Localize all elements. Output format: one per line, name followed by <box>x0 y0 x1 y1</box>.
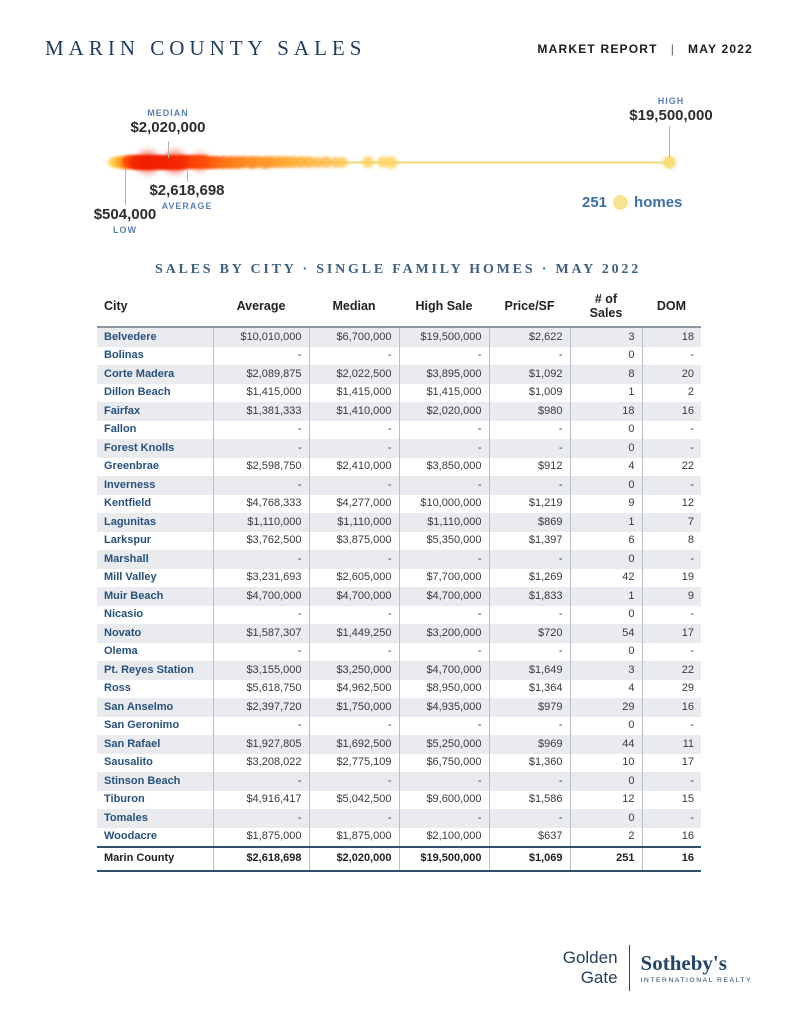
city-cell: Olema <box>104 645 138 657</box>
city-cell: Tiburon <box>104 793 145 805</box>
value-cell: $1,586 <box>489 791 570 810</box>
col-header-high-sale: High Sale <box>399 290 489 327</box>
table-row <box>97 458 701 477</box>
value-cell: $869 <box>489 513 570 532</box>
sale-dot <box>163 150 187 174</box>
sales-by-city-table <box>97 290 701 872</box>
value-cell: $2,598,750 <box>213 458 309 477</box>
sale-dot <box>190 152 210 172</box>
table-row <box>97 809 701 828</box>
homes-legend <box>582 194 682 211</box>
value-cell: - <box>642 550 701 569</box>
report-separator: | <box>670 41 676 56</box>
value-cell: - <box>309 772 399 791</box>
sales-table-total <box>97 847 701 871</box>
value-cell: - <box>399 550 489 569</box>
value-cell: - <box>399 439 489 458</box>
value-cell: - <box>399 717 489 736</box>
city-cell: Belvedere <box>104 330 157 343</box>
value-cell: - <box>489 421 570 440</box>
col-header-average: Average <box>213 290 309 327</box>
col-header-median: Median <box>309 290 399 327</box>
city-cell: Kentfield <box>104 497 152 509</box>
value-cell: $3,231,693 <box>213 569 309 588</box>
value-cell: - <box>489 643 570 662</box>
city-cell: San Rafael <box>104 737 161 750</box>
value-cell: 19 <box>642 569 701 588</box>
value-cell: 0 <box>570 643 642 662</box>
value-cell: $3,850,000 <box>399 458 489 477</box>
value-cell: - <box>642 476 701 495</box>
legend-count: 251 <box>582 194 608 211</box>
table-row <box>97 476 701 495</box>
average-value: $2,618,698 <box>149 182 225 199</box>
value-cell: 0 <box>570 421 642 440</box>
table-row <box>97 327 701 347</box>
table-row <box>97 347 701 366</box>
value-cell: 20 <box>642 365 701 384</box>
value-cell: - <box>489 606 570 625</box>
value-cell: $1,360 <box>489 754 570 773</box>
value-cell: 0 <box>570 550 642 569</box>
table-row <box>97 550 701 569</box>
value-cell: 8 <box>570 365 642 384</box>
value-cell: 15 <box>642 791 701 810</box>
value-cell: $1,009 <box>489 384 570 403</box>
value-cell: $1,092 <box>489 365 570 384</box>
value-cell: $1,750,000 <box>309 698 399 717</box>
value-cell: $2,020,000 <box>309 847 399 871</box>
value-cell: $4,700,000 <box>399 661 489 680</box>
low-annotation <box>75 206 175 236</box>
value-cell: $912 <box>489 458 570 477</box>
city-cell: Stinson Beach <box>104 774 181 787</box>
value-cell: 16 <box>642 847 701 871</box>
sale-dot <box>385 156 398 169</box>
city-cell: Nicasio <box>104 608 144 620</box>
value-cell: $5,042,500 <box>309 791 399 810</box>
col-header-city: City <box>97 290 213 327</box>
table-row <box>97 754 701 773</box>
value-cell: - <box>309 643 399 662</box>
value-cell: $969 <box>489 735 570 754</box>
legend-label: homes <box>634 194 683 211</box>
high-label: HIGH <box>657 96 685 106</box>
value-cell: 10 <box>570 754 642 773</box>
table-row <box>97 643 701 662</box>
median-label: MEDIAN <box>147 108 189 118</box>
value-cell: - <box>489 809 570 828</box>
value-cell: $1,219 <box>489 495 570 514</box>
value-cell: $4,935,000 <box>399 698 489 717</box>
value-cell: $2,022,500 <box>309 365 399 384</box>
city-cell: Greenbrae <box>104 460 160 472</box>
value-cell: $1,110,000 <box>213 513 309 532</box>
table-row <box>97 513 701 532</box>
table-row <box>97 587 701 606</box>
value-cell: $1,875,000 <box>213 828 309 848</box>
value-cell: $2,775,109 <box>309 754 399 773</box>
city-cell: Forest Knolls <box>104 441 175 454</box>
table-row <box>97 624 701 643</box>
value-cell: $2,410,000 <box>309 458 399 477</box>
value-cell: $3,155,000 <box>213 661 309 680</box>
table-row <box>97 402 701 421</box>
value-cell: $6,700,000 <box>309 327 399 347</box>
value-cell: 9 <box>570 495 642 514</box>
value-cell: 0 <box>570 439 642 458</box>
median-value: $2,020,000 <box>130 119 206 137</box>
high-tick-line <box>669 126 670 158</box>
value-cell: $2,089,875 <box>213 365 309 384</box>
col-header-price-sf: Price/SF <box>489 290 570 327</box>
city-cell: Novato <box>104 626 142 639</box>
value-cell: $3,208,022 <box>213 754 309 773</box>
value-cell: $1,397 <box>489 532 570 551</box>
city-cell: Sausalito <box>104 756 153 768</box>
sothebys-logo <box>641 952 752 983</box>
table-row <box>97 569 701 588</box>
high-annotation <box>609 96 733 126</box>
value-cell: 0 <box>570 772 642 791</box>
value-cell: $10,010,000 <box>213 327 309 347</box>
value-cell: - <box>399 606 489 625</box>
table-row <box>97 828 701 848</box>
table-row <box>97 698 701 717</box>
home-dot-icon <box>613 195 628 210</box>
table-row <box>97 384 701 403</box>
value-cell: - <box>309 439 399 458</box>
value-cell: - <box>642 347 701 366</box>
table-row <box>97 680 701 699</box>
value-cell: - <box>489 439 570 458</box>
value-cell: $1,269 <box>489 569 570 588</box>
value-cell: - <box>399 421 489 440</box>
value-cell: - <box>213 643 309 662</box>
value-cell: - <box>399 772 489 791</box>
value-cell: 0 <box>570 606 642 625</box>
value-cell: $5,250,000 <box>399 735 489 754</box>
value-cell: 22 <box>642 661 701 680</box>
table-row <box>97 772 701 791</box>
value-cell: - <box>309 421 399 440</box>
value-cell: - <box>489 772 570 791</box>
city-cell: Mill Valley <box>104 571 157 583</box>
city-cell: Fallon <box>104 423 137 435</box>
value-cell: 29 <box>570 698 642 717</box>
low-value: $504,000 <box>93 206 157 223</box>
value-cell: 0 <box>570 809 642 828</box>
city-cell: Dillon Beach <box>104 386 171 398</box>
value-cell: 16 <box>642 402 701 421</box>
value-cell: - <box>642 421 701 440</box>
report-header <box>45 36 753 61</box>
page-title: MARIN COUNTY SALES <box>45 36 367 60</box>
value-cell: $19,500,000 <box>399 327 489 347</box>
value-cell: 9 <box>642 587 701 606</box>
low-tick-line <box>125 169 126 205</box>
average-tick-line <box>187 169 188 182</box>
value-cell: $2,618,698 <box>213 847 309 871</box>
sothebys-subtitle: INTERNATIONAL REALTY <box>640 976 752 984</box>
value-cell: $4,700,000 <box>213 587 309 606</box>
city-cell: Corte Madera <box>104 367 175 380</box>
value-cell: $1,587,307 <box>213 624 309 643</box>
brand-footer <box>563 945 752 991</box>
median-tick-line <box>168 141 169 158</box>
value-cell: 4 <box>570 458 642 477</box>
value-cell: $9,600,000 <box>399 791 489 810</box>
report-tag <box>537 42 753 56</box>
value-cell: - <box>309 809 399 828</box>
value-cell: 29 <box>642 680 701 699</box>
value-cell: $6,750,000 <box>399 754 489 773</box>
value-cell: - <box>309 550 399 569</box>
value-cell: - <box>213 606 309 625</box>
value-cell: - <box>213 439 309 458</box>
value-cell: 18 <box>642 327 701 347</box>
value-cell: - <box>309 347 399 366</box>
value-cell: 16 <box>642 828 701 848</box>
value-cell: - <box>642 643 701 662</box>
col-header-dom: DOM <box>642 290 701 327</box>
value-cell: 0 <box>570 476 642 495</box>
value-cell: - <box>489 476 570 495</box>
value-cell: $980 <box>489 402 570 421</box>
value-cell: $4,768,333 <box>213 495 309 514</box>
table-row <box>97 847 701 871</box>
golden-gate-line1: Golden <box>562 947 618 967</box>
value-cell: - <box>642 772 701 791</box>
value-cell: $2,622 <box>489 327 570 347</box>
price-strip-chart <box>0 95 796 245</box>
table-row <box>97 791 701 810</box>
table-row <box>97 735 701 754</box>
value-cell: $3,200,000 <box>399 624 489 643</box>
table-row <box>97 439 701 458</box>
value-cell: $2,605,000 <box>309 569 399 588</box>
value-cell: 11 <box>642 735 701 754</box>
value-cell: $3,762,500 <box>213 532 309 551</box>
table-row <box>97 532 701 551</box>
city-cell: Lagunitas <box>104 515 156 528</box>
sale-dot <box>136 150 160 174</box>
value-cell: $4,962,500 <box>309 680 399 699</box>
value-cell: $3,895,000 <box>399 365 489 384</box>
value-cell: $1,069 <box>489 847 570 871</box>
value-cell: $1,833 <box>489 587 570 606</box>
value-cell: 2 <box>642 384 701 403</box>
value-cell: - <box>642 606 701 625</box>
value-cell: 1 <box>570 587 642 606</box>
table-row <box>97 606 701 625</box>
value-cell: - <box>642 809 701 828</box>
city-cell: Tomales <box>104 811 148 824</box>
value-cell: $1,415,000 <box>213 384 309 403</box>
value-cell: - <box>213 717 309 736</box>
golden-gate-line2: Gate <box>580 968 618 987</box>
value-cell: - <box>399 643 489 662</box>
sales-table-body <box>97 327 701 847</box>
table-header <box>97 290 701 327</box>
value-cell: 1 <box>570 384 642 403</box>
value-cell: 7 <box>642 513 701 532</box>
low-label: LOW <box>113 224 137 235</box>
value-cell: $4,916,417 <box>213 791 309 810</box>
value-cell: $1,410,000 <box>309 402 399 421</box>
value-cell: $1,692,500 <box>309 735 399 754</box>
value-cell: - <box>213 772 309 791</box>
value-cell: $4,277,000 <box>309 495 399 514</box>
value-cell: - <box>213 809 309 828</box>
value-cell: $720 <box>489 624 570 643</box>
city-cell: Muir Beach <box>104 589 164 602</box>
value-cell: $5,618,750 <box>213 680 309 699</box>
value-cell: $1,110,000 <box>309 513 399 532</box>
value-cell: 12 <box>642 495 701 514</box>
value-cell: 17 <box>642 754 701 773</box>
city-cell: Marin County <box>97 847 213 871</box>
value-cell: $2,020,000 <box>399 402 489 421</box>
value-cell: 251 <box>570 847 642 871</box>
city-cell: Marshall <box>104 552 149 565</box>
value-cell: $1,415,000 <box>399 384 489 403</box>
value-cell: 6 <box>570 532 642 551</box>
median-annotation <box>108 108 228 138</box>
city-cell: Pt. Reyes Station <box>104 663 194 676</box>
value-cell: $3,250,000 <box>309 661 399 680</box>
city-cell: Woodacre <box>104 830 157 842</box>
city-cell: Inverness <box>104 478 156 491</box>
value-cell: 17 <box>642 624 701 643</box>
average-label: AVERAGE <box>161 200 213 211</box>
value-cell: $1,449,250 <box>309 624 399 643</box>
value-cell: $2,397,720 <box>213 698 309 717</box>
sale-dot <box>337 157 348 168</box>
value-cell: $979 <box>489 698 570 717</box>
value-cell: $637 <box>489 828 570 848</box>
value-cell: 4 <box>570 680 642 699</box>
city-cell: Bolinas <box>104 349 144 361</box>
city-cell: San Anselmo <box>104 700 174 713</box>
value-cell: $3,875,000 <box>309 532 399 551</box>
value-cell: 12 <box>570 791 642 810</box>
value-cell: - <box>489 717 570 736</box>
value-cell: $19,500,000 <box>399 847 489 871</box>
value-cell: 0 <box>570 717 642 736</box>
value-cell: - <box>309 606 399 625</box>
city-cell: Larkspur <box>104 534 152 546</box>
value-cell: 1 <box>570 513 642 532</box>
value-cell: $7,700,000 <box>399 569 489 588</box>
value-cell: $4,700,000 <box>309 587 399 606</box>
value-cell: 22 <box>642 458 701 477</box>
value-cell: - <box>489 550 570 569</box>
footer-divider <box>629 945 630 991</box>
sale-dot <box>362 156 374 168</box>
report-label: MARKET REPORT <box>537 41 658 56</box>
table-row <box>97 365 701 384</box>
value-cell: - <box>642 439 701 458</box>
report-period: MAY 2022 <box>688 41 753 56</box>
value-cell: $1,110,000 <box>399 513 489 532</box>
city-cell: Ross <box>104 682 131 694</box>
table-row <box>97 495 701 514</box>
city-cell: San Geronimo <box>104 719 180 731</box>
value-cell: $5,350,000 <box>399 532 489 551</box>
table-row <box>97 421 701 440</box>
header-row <box>97 290 701 327</box>
value-cell: $2,100,000 <box>399 828 489 848</box>
value-cell: 16 <box>642 698 701 717</box>
high-value: $19,500,000 <box>629 107 713 125</box>
value-cell: $1,927,805 <box>213 735 309 754</box>
table-row <box>97 661 701 680</box>
value-cell: - <box>213 421 309 440</box>
value-cell: - <box>489 347 570 366</box>
value-cell: 44 <box>570 735 642 754</box>
value-cell: 3 <box>570 327 642 347</box>
value-cell: 18 <box>570 402 642 421</box>
value-cell: - <box>309 476 399 495</box>
table-row <box>97 717 701 736</box>
value-cell: $4,700,000 <box>399 587 489 606</box>
value-cell: $8,950,000 <box>399 680 489 699</box>
sothebys-name: Sotheby's <box>640 951 727 976</box>
value-cell: $1,364 <box>489 680 570 699</box>
col-header-num-sales: # of Sales <box>570 290 642 327</box>
value-cell: - <box>399 347 489 366</box>
value-cell: $1,381,333 <box>213 402 309 421</box>
value-cell: $1,415,000 <box>309 384 399 403</box>
value-cell: 54 <box>570 624 642 643</box>
value-cell: 3 <box>570 661 642 680</box>
value-cell: 8 <box>642 532 701 551</box>
value-cell: - <box>213 347 309 366</box>
value-cell: - <box>642 717 701 736</box>
value-cell: - <box>399 809 489 828</box>
value-cell: $1,875,000 <box>309 828 399 848</box>
golden-gate-logo <box>563 948 618 988</box>
value-cell: 2 <box>570 828 642 848</box>
table-title: SALES BY CITY · SINGLE FAMILY HOMES · MAY 2022 <box>155 262 641 277</box>
value-cell: - <box>213 550 309 569</box>
value-cell: $1,649 <box>489 661 570 680</box>
value-cell: 0 <box>570 347 642 366</box>
value-cell: 42 <box>570 569 642 588</box>
value-cell: - <box>399 476 489 495</box>
value-cell: - <box>213 476 309 495</box>
value-cell: $10,000,000 <box>399 495 489 514</box>
city-cell: Fairfax <box>104 404 141 417</box>
value-cell: - <box>309 717 399 736</box>
